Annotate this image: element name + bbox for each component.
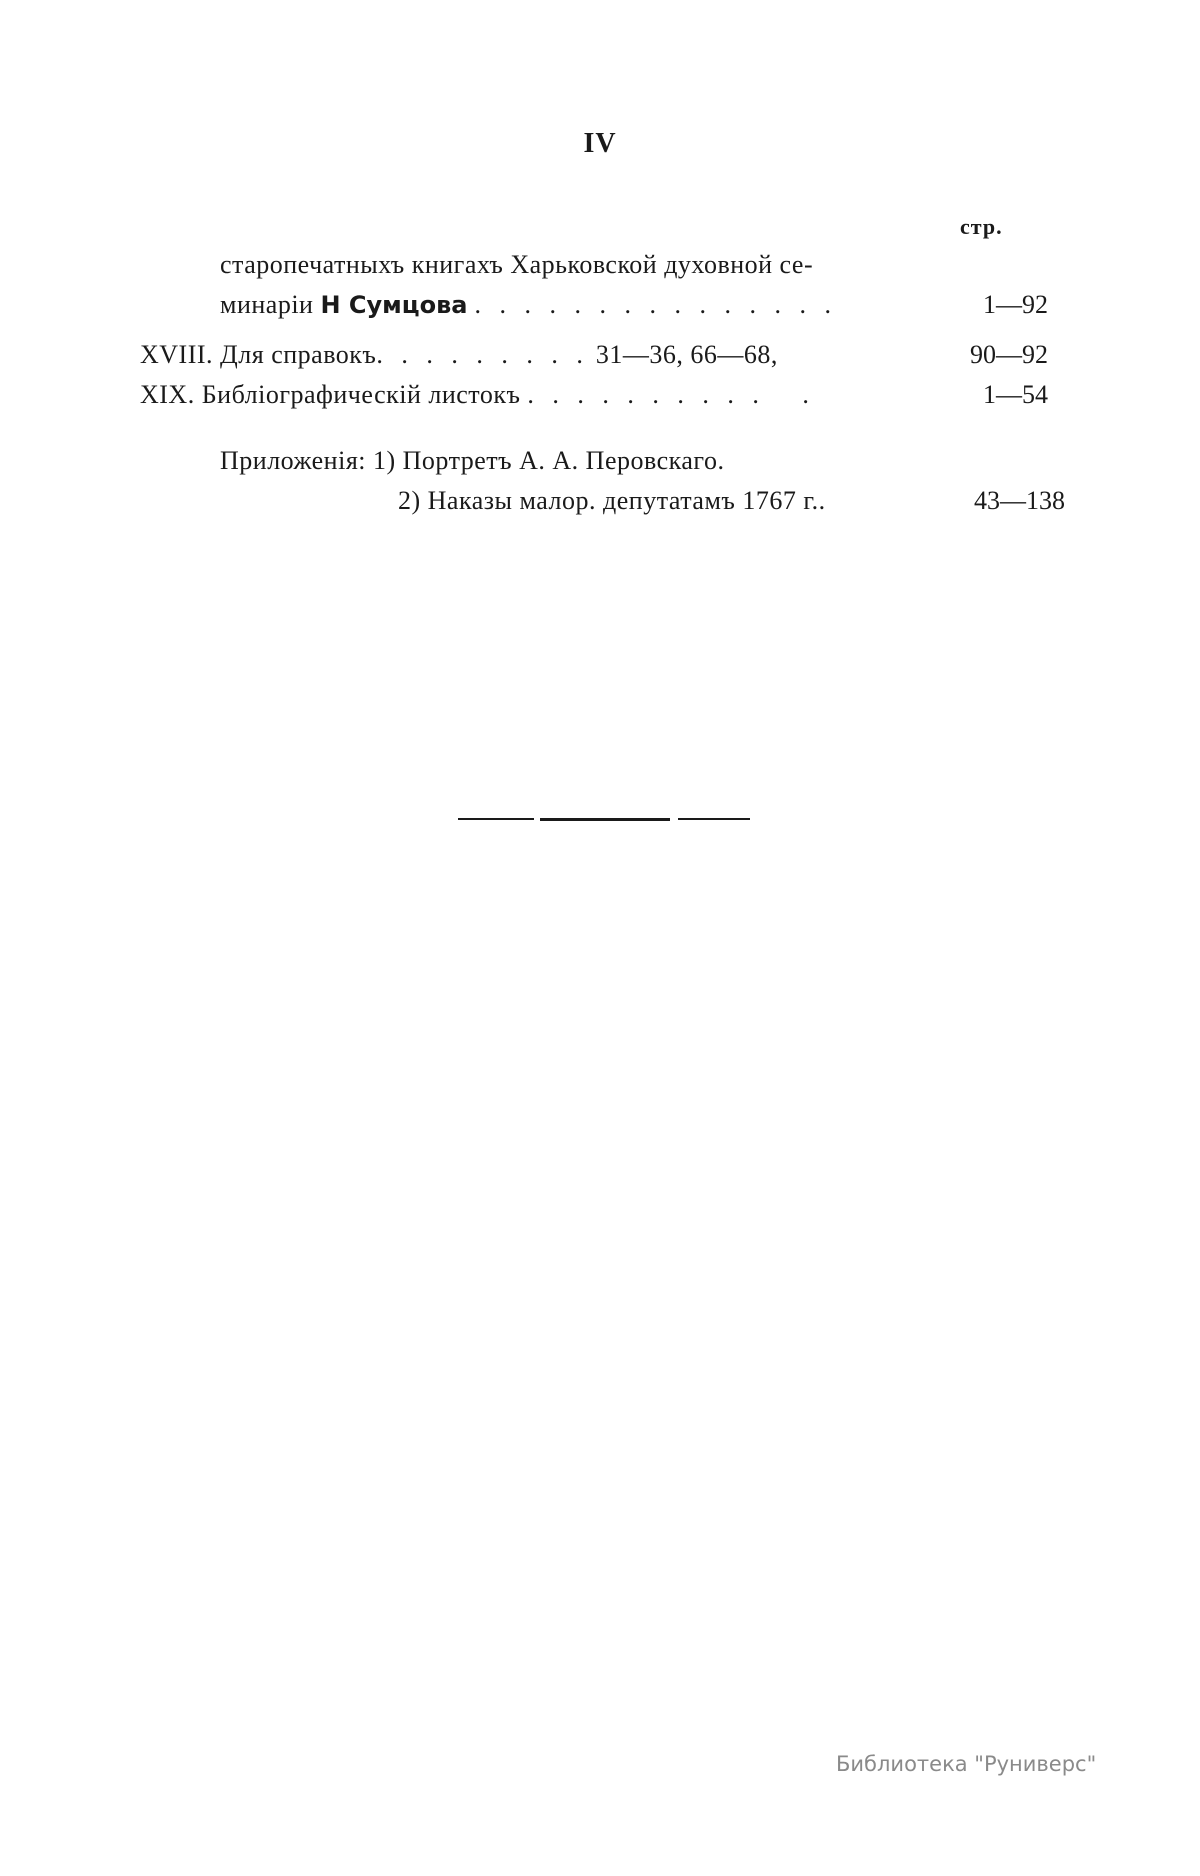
toc-entry-number: XIX.	[140, 380, 195, 409]
toc-entry-title: Для справокъ	[220, 340, 377, 369]
appendix-item-2: 2) Наказы малор. депутатамъ 1767 г..	[398, 486, 826, 515]
closing-rule-center	[540, 818, 670, 821]
toc-entry-pages: 1—54	[983, 380, 1048, 409]
toc-entry-author: Н Сумцова	[320, 291, 468, 319]
appendices-line-1	[220, 446, 724, 476]
leader-dots: . . . . . . . . .	[376, 340, 589, 369]
toc-entry-continuation-line: старопечатныхъ книгахъ Харьковской духовной се-	[220, 250, 814, 279]
toc-entry-xix	[140, 380, 815, 410]
toc-entry-pages: 1—92	[983, 290, 1048, 319]
toc-entry-text: минаріи	[220, 290, 314, 319]
toc-entry-number: XVIII.	[140, 340, 214, 369]
toc-entry-xviii	[140, 340, 778, 370]
toc-entry-sub-pages: 31—36, 66—68,	[595, 340, 778, 369]
pages-column-header: стр.	[960, 214, 1003, 239]
closing-rule-left	[458, 818, 534, 820]
leader-dots: . . . . . . . . . . .	[527, 380, 815, 409]
appendix-item-1: 1) Портретъ А. А. Перовскаго.	[373, 446, 725, 475]
toc-entry-title: Библіографическій листокъ	[201, 380, 521, 409]
toc-entry-continuation-line-2	[220, 290, 837, 320]
leader-dots: . . . . . . . . . . . . . . .	[474, 290, 837, 319]
appendices-label: Приложенія:	[220, 446, 366, 475]
page-number: IV	[583, 128, 617, 159]
closing-rule-right	[678, 818, 750, 820]
library-watermark: Библиотека "Руниверс"	[836, 1752, 1097, 1776]
toc-entry-pages: 90—92	[970, 340, 1048, 369]
appendix-item-2-pages: 43—138	[974, 486, 1065, 515]
